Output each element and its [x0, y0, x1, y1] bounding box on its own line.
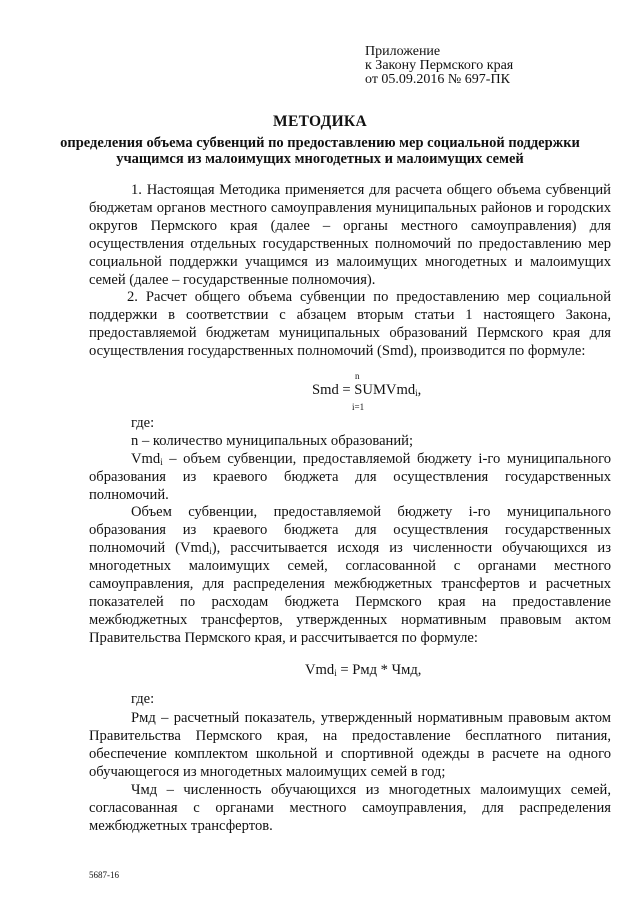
definition-vmd-var: Vmd — [131, 451, 161, 467]
paragraph-2: 2. Расчет общего объема субвенции по предоставлению мер социальной поддержки в соответствии с абзацем вторым статьи 1 настоящего Закона, предоставляемой бюджетам муниципальных образований Пермского края для осуществления государственных полномочий (Smd), производится по формуле: — [89, 289, 611, 359]
appendix-line-1: Приложение — [365, 44, 441, 59]
definition-chmd: Чмд – численность обучающихся из многодетных малоимущих семей, согласованная с органами местного самоуправления, для распределения межбюджетных трансфертов. — [89, 782, 611, 834]
appendix-line-2: к Закону Пермского края — [365, 58, 514, 73]
paragraph-1: 1. Настоящая Методика применяется для расчета общего объема субвенций бюджетам органов местного самоуправления муниципальных районов и городских округов Пермского края (далее – органы местного самоуправления) для осуществления отдельных государственных полномочий по предоставлению мер социальной поддержки учащимся из малоимущих многодетных и малоимущих семей (далее – государственные полномочия). — [89, 182, 611, 288]
appendix-note — [365, 45, 513, 87]
paragraph-3-after: ), рассчитывается исходя из численности обучающихся из многодетных малоимущих семей, согласованной с органами местного самоуправления, для распределения межбюджетных трансфертов и расчетных показателей по расходам бюджета Пермского края на предоставление межбюджетных трансфертов, утвержденных нормативным правовым актом Правительства Пермского края, и рассчитывается по формуле: — [89, 540, 611, 646]
formula-smd-sub: i — [415, 388, 418, 398]
sum-lower-limit: i=1 — [352, 402, 365, 412]
formula-vmd-tail: = Рмд * Чмд, — [336, 662, 422, 678]
paragraph-3 — [89, 503, 611, 647]
paragraph-3-before: Объем субвенции, предоставляемой бюджету i-го муниципального образования из краевого бюджета для осуществления государственных полномочий (Vmd — [89, 504, 611, 556]
where-label-2: где: — [131, 691, 155, 707]
document-title: МЕТОДИКА — [273, 113, 367, 130]
formula-smd — [312, 382, 421, 399]
document-subtitle: определения объема субвенций по предоставлению мер социальной поддержки учащимся из малоимущих многодетных и малоимущих семей — [60, 135, 580, 167]
definition-vmd-sub: i — [160, 457, 163, 467]
definition-vmd-text: – объем субвенции, предоставляемой бюджету i-го муниципального образования из краевого бюджета для осуществления государственных полномочий. — [89, 451, 611, 503]
sum-upper-limit: n — [355, 371, 360, 381]
where-label-1: где: — [131, 415, 155, 431]
definition-n: n – количество муниципальных образований; — [131, 433, 414, 449]
formula-vmd-sub: i — [334, 668, 337, 678]
definition-rmd: Рмд – расчетный показатель, утвержденный нормативным правовым актом Правительства Пермского края, на предоставление бесплатного питания, обеспечение комплектом школьной и спортивной одежды в расчете на одного обучающегося из многодетных малоимущих семей в год; — [89, 710, 611, 780]
footer-code: 5687-16 — [89, 870, 119, 880]
paragraph-3-sub: i — [209, 546, 212, 556]
formula-smd-tail: , — [417, 382, 422, 398]
appendix-line-3: от 05.09.2016 № 697-ПК — [365, 72, 510, 87]
definition-vmd — [89, 450, 611, 504]
formula-vmd-main: Vmd — [305, 662, 335, 678]
formula-smd-main: Smd = SUMVmd — [312, 382, 416, 398]
formula-vmd — [305, 662, 421, 679]
